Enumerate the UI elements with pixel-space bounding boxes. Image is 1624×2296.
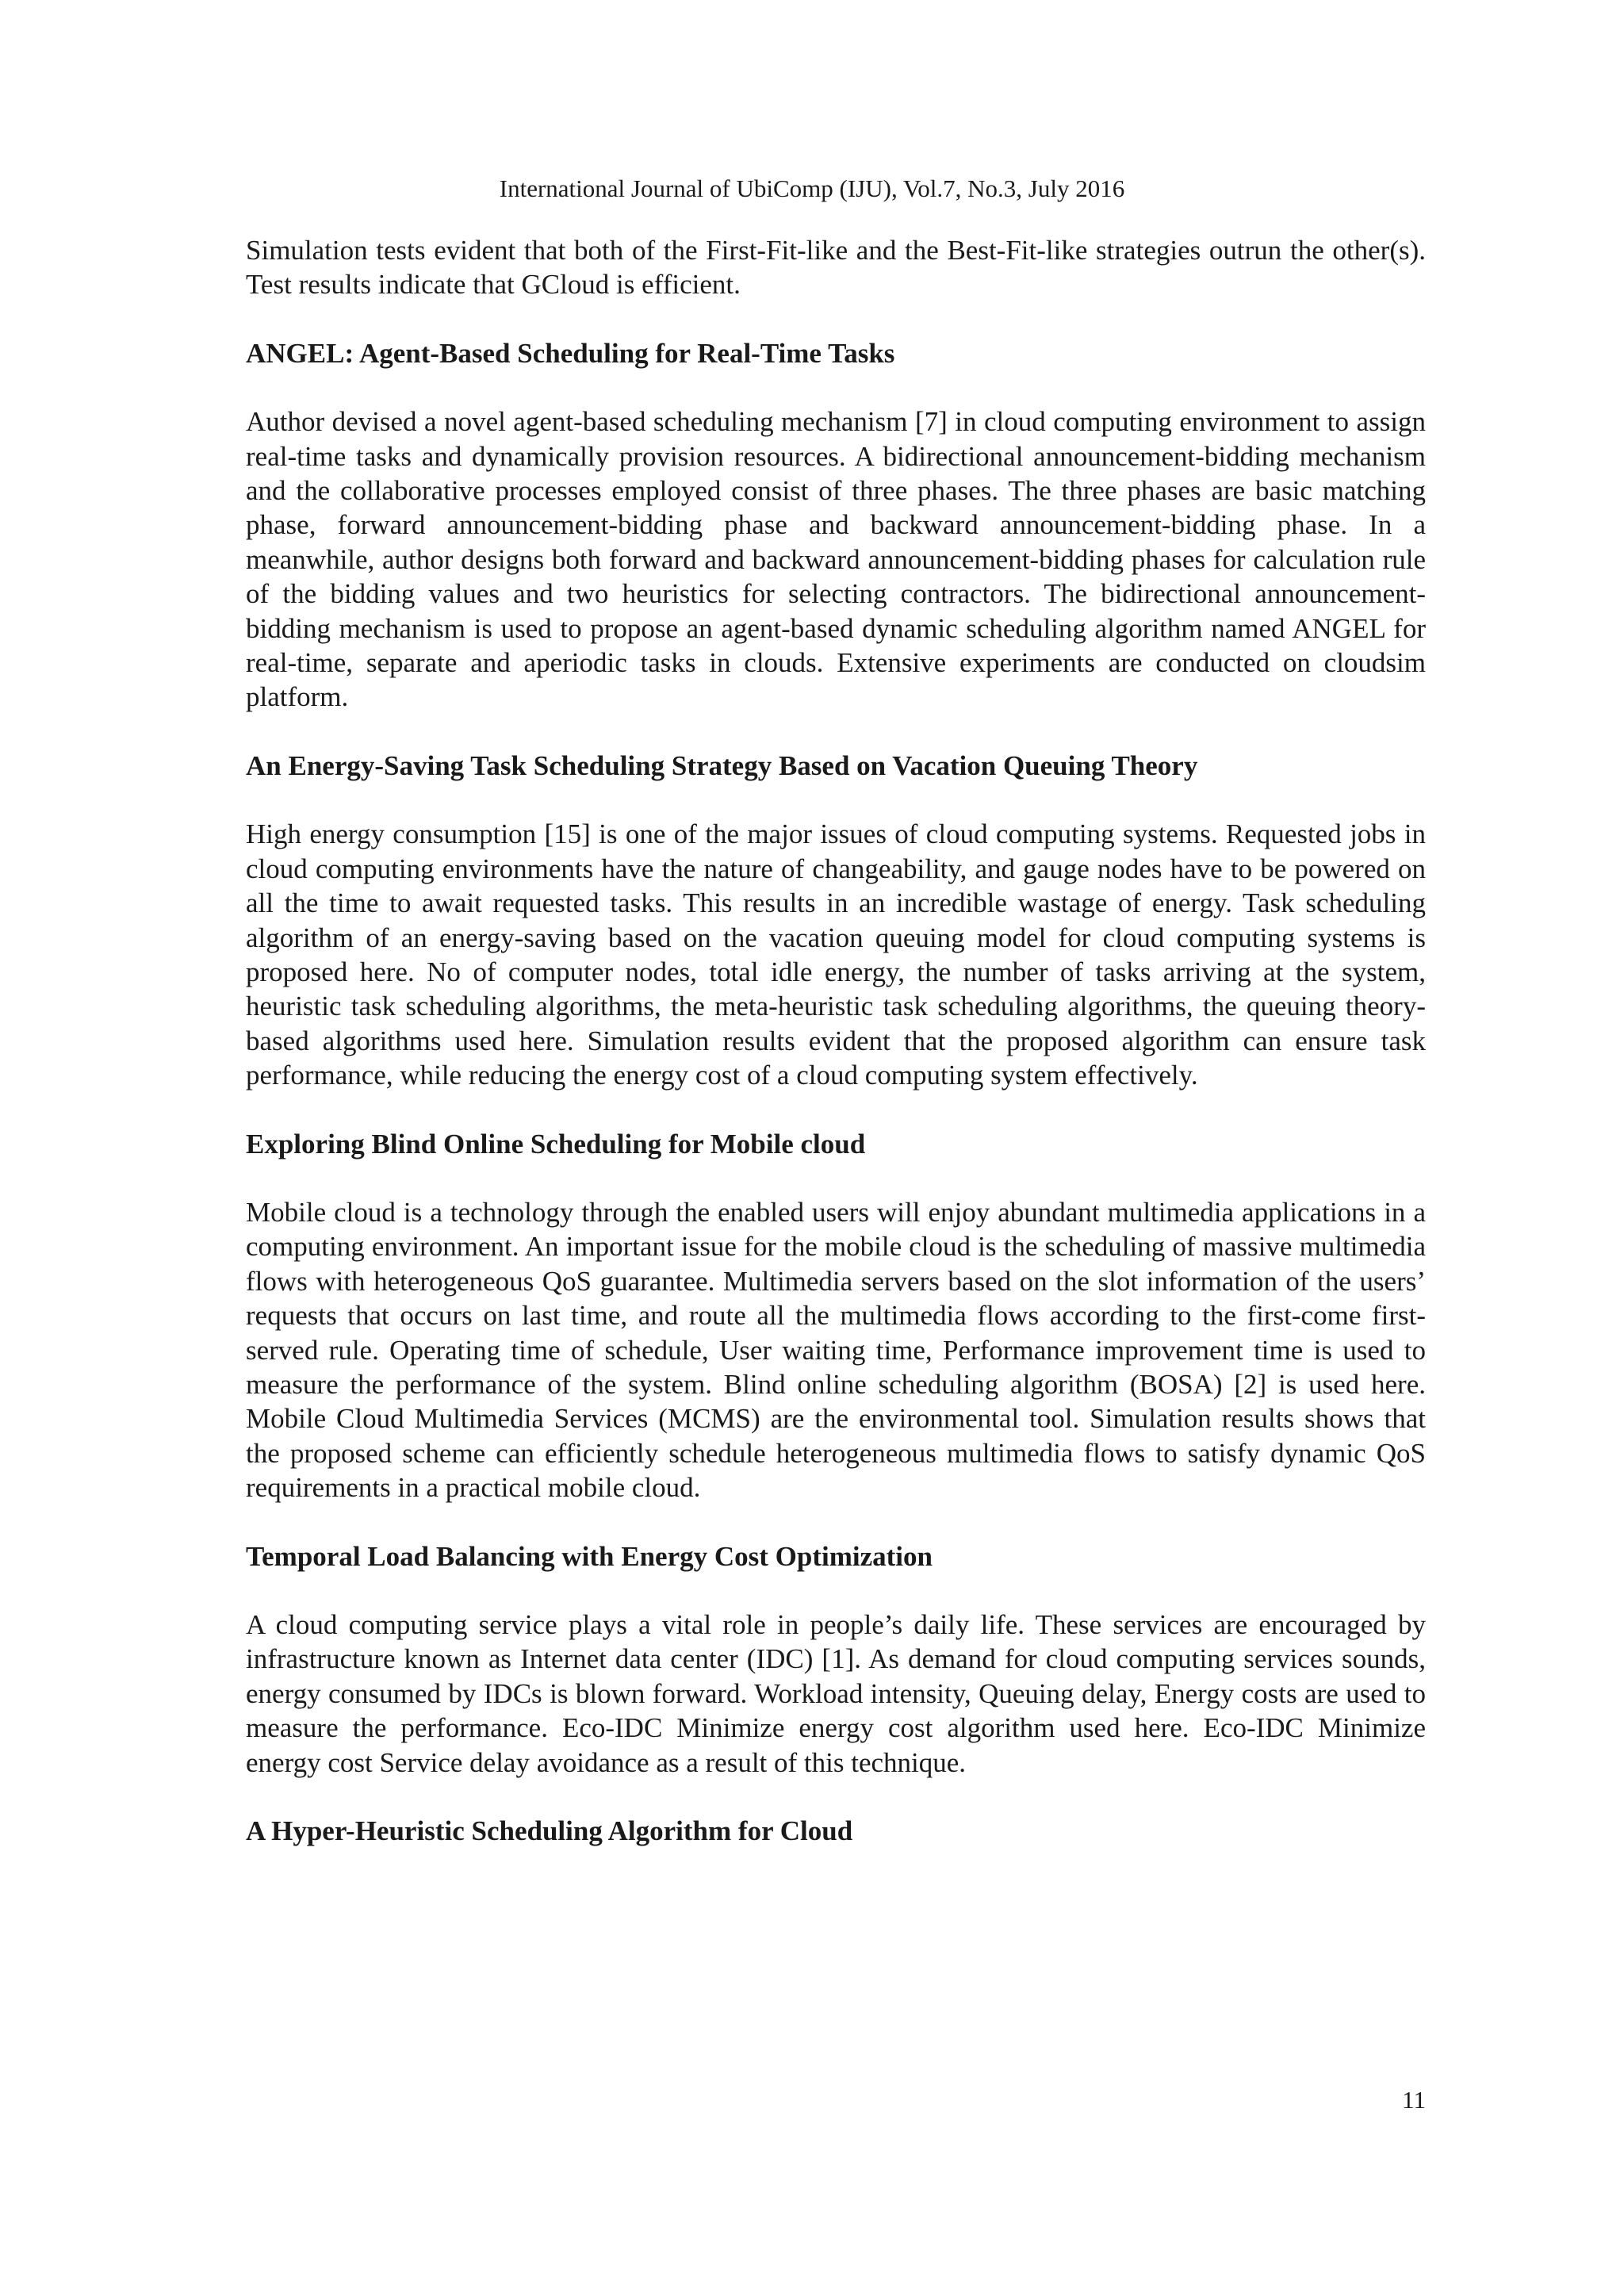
- section-heading-temporal-load: Temporal Load Balancing with Energy Cost Optimization: [246, 1540, 933, 1572]
- section-body-blind-online: Mobile cloud is a technology through the enabled users will enjoy abundant multimedia applications in a computing environment. An important issue for the mobile cloud is the scheduling of massive multimedia flows with heterogeneous QoS guarantee. Multimedia servers based on the slot information of the users’ requests that occurs on last time, and route all the multimedia flows according to the first-come first-served rule. Operating time of schedule, User waiting time, Performance improvement time is used to measure the performance of the system. Blind online scheduling algorithm (BOSA) [2] is used here. Mobile Cloud Multimedia Services (MCMS) are the environmental tool. Simulation results shows that the proposed scheme can efficiently schedule heterogeneous multimedia flows to satisfy dynamic QoS requirements in a practical mobile cloud.: [246, 1196, 1426, 1504]
- running-header: International Journal of UbiComp (IJU), Vol.7, No.3, July 2016: [499, 174, 1125, 202]
- page-body: [246, 233, 1426, 1882]
- section-body-temporal-load: A cloud computing service plays a vital role in people’s daily life. These services are encouraged by infrastructure known as Internet data center (IDC) [1]. As demand for cloud computing services sounds, energy consumed by IDCs is blown forward. Workload intensity, Queuing delay, Energy costs are used to measure the performance. Eco-IDC Minimize energy cost algorithm used here. Eco-IDC Minimize energy cost Service delay avoidance as a result of this technique.: [246, 1609, 1426, 1778]
- section-heading-energy-saving: An Energy-Saving Task Scheduling Strategy Based on Vacation Queuing Theory: [246, 749, 1198, 781]
- section-heading-hyper-heuristic: A Hyper-Heuristic Scheduling Algorithm for Cloud: [246, 1815, 853, 1847]
- section-heading-angel: ANGEL: Agent-Based Scheduling for Real-Time Tasks: [246, 337, 895, 369]
- intro-paragraph: Simulation tests evident that both of the First-Fit-like and the Best-Fit-like strategies outrun the other(s). Test results indicate that GCloud is efficient.: [246, 235, 1426, 301]
- section-body-energy-saving: High energy consumption [15] is one of the major issues of cloud computing systems. Requested jobs in cloud computing environments have the nature of changeability, and gauge nodes have to be powered on all the time to await requested tasks. This results in an incredible wastage of energy. Task scheduling algorithm of an energy-saving based on the vacation queuing model for cloud computing systems is proposed here. No of computer nodes, total idle energy, the number of tasks arriving at the system, heuristic task scheduling algorithms, the meta-heuristic task scheduling algorithms, the queuing theory-based algorithms used here. Simulation results evident that the proposed algorithm can ensure task performance, while reducing the energy cost of a cloud computing system effectively.: [246, 818, 1426, 1091]
- section-heading-blind-online: Exploring Blind Online Scheduling for Mobile cloud: [246, 1128, 866, 1159]
- page-number: 11: [1402, 2086, 1426, 2114]
- section-body-angel: Author devised a novel agent-based scheduling mechanism [7] in cloud computing environment to assign real-time tasks and dynamically provision resources. A bidirectional announcement-bidding mechanism and the collaborative processes employed consist of three phases. The three phases are basic matching phase, forward announcement-bidding phase and backward announcement-bidding phase. In a meanwhile, author designs both forward and backward announcement-bidding phases for calculation rule of the bidding values and two heuristics for selecting contractors. The bidirectional announcement-bidding mechanism is used to propose an agent-based dynamic scheduling algorithm named ANGEL for real-time, separate and aperiodic tasks in clouds. Extensive experiments are conducted on cloudsim platform.: [246, 406, 1426, 713]
